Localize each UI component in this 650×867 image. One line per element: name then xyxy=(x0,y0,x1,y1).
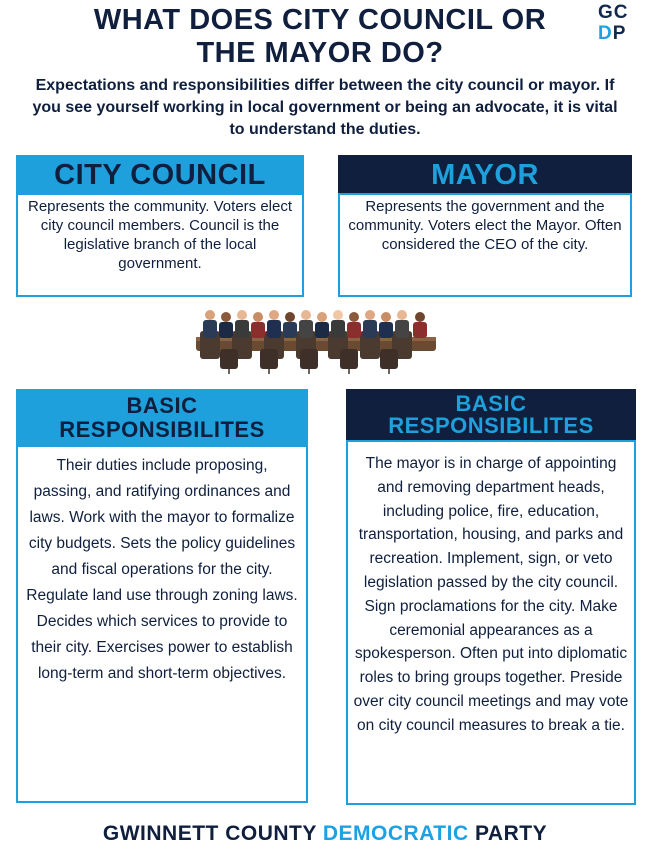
mayor-resp-heading-line-1: BASIC xyxy=(455,391,527,416)
logo-top-letters: GC xyxy=(598,2,629,23)
gcdp-logo xyxy=(598,2,644,50)
council-responsibilities-heading xyxy=(16,389,308,447)
council-responsibilities-text: Their duties include proposing, passing, and ratifying ordinances and laws. Work with the mayor to formalize city budgets. Sets the policy guidelines and fiscal operations for the city. Regulate land use through zoning laws. Decides which services to provide to their city. Exercises power to establish long-term and short-term objectives. xyxy=(16,445,308,803)
footer-part-1: GWINNETT COUNTY xyxy=(102,822,323,845)
council-resp-heading-line-2: RESPONSIBILITES xyxy=(59,417,265,442)
mayor-responsibilities-text: The mayor is in charge of appointing and removing department heads, including police, fire, education, transportation, housing, and parks and recreation. Implement, sign, or veto legislation passed by the city council. Sign proclamations for the city. Make ceremonial appearances as a spokesperson. Often put into diplomatic roles to bring groups together. Preside over city council meetings and may vote on city council measures to break a tie. xyxy=(346,440,636,805)
city-council-description: Represents the community. Voters elect city council members. Council is the legislative branch of the local government. xyxy=(16,193,304,297)
mayor-resp-heading-line-2: RESPONSIBILITES xyxy=(388,413,594,438)
page-title xyxy=(50,4,590,70)
mayor-description: Represents the government and the community. Voters elect the Mayor. Often considered the CEO of the city. xyxy=(338,193,632,297)
intro-paragraph: Expectations and responsibilities differ between the city council or mayor. If you see yourself working in local government or being an advocate, it is vital to understand the duties. xyxy=(32,77,618,138)
city-council-heading: CITY COUNCIL xyxy=(16,155,304,195)
logo-bottom-letters xyxy=(598,23,644,44)
footer-democratic: DEMOCRATIC xyxy=(322,822,469,845)
mayor-responsibilities-heading xyxy=(346,389,636,441)
footer-part-3: PARTY xyxy=(468,822,548,845)
council-meeting-illustration xyxy=(190,303,442,375)
title-line-2: THE MAYOR DO? xyxy=(196,37,444,69)
title-line-1: WHAT DOES CITY COUNCIL OR xyxy=(93,4,547,36)
council-resp-heading-line-1: BASIC xyxy=(126,393,198,418)
logo-letter-d: D xyxy=(598,23,613,44)
logo-letter-p: P xyxy=(612,23,627,44)
footer-organization-name xyxy=(0,822,650,846)
mayor-heading: MAYOR xyxy=(338,155,632,195)
